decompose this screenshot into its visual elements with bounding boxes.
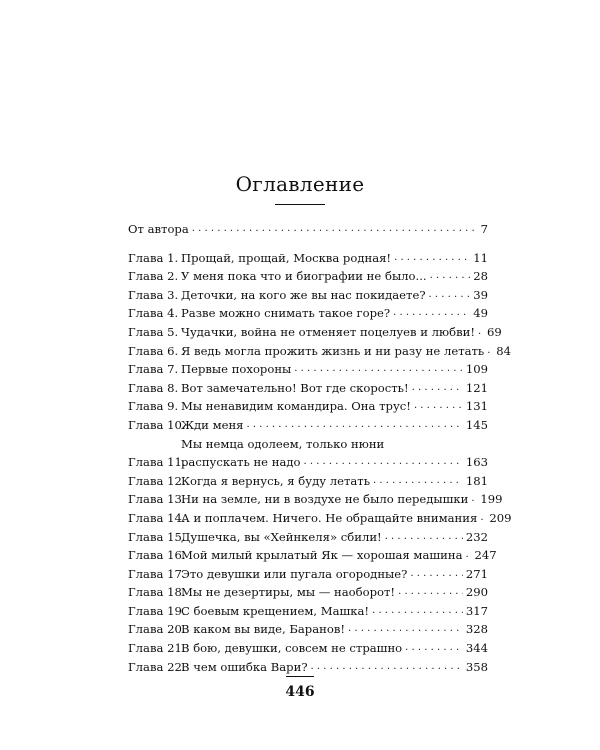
toc-entry xyxy=(128,472,488,491)
toc-entry-page: 131 xyxy=(465,399,488,414)
toc-entry-title: Прощай, прощай, Москва родная! xyxy=(181,250,392,265)
dot-leader xyxy=(478,323,484,342)
dot-leader xyxy=(394,249,470,268)
page-title: Оглавление xyxy=(235,172,365,196)
page-number: 446 xyxy=(285,684,315,700)
chapter-number: Глава 9. xyxy=(128,399,179,414)
toc-entry-title: Жди меня xyxy=(181,417,244,432)
toc-entry-title: От автора xyxy=(128,222,189,236)
toc-entry-title: Чудачки, война не отменяет поцелуев и любви! xyxy=(181,324,475,339)
toc-entry-page: 344 xyxy=(465,641,488,656)
toc-entry-title: Мы ненавидим командира. Она трус! xyxy=(181,399,411,414)
dot-leader xyxy=(311,658,463,677)
toc-entry xyxy=(128,286,488,305)
dot-leader xyxy=(398,583,463,602)
chapter-list xyxy=(128,249,512,677)
toc-entry xyxy=(128,267,488,286)
toc-entry-page: 358 xyxy=(465,659,488,674)
table-of-contents xyxy=(128,220,512,676)
toc-entry-author xyxy=(128,220,488,239)
dot-leader xyxy=(412,379,463,398)
toc-entry-title: Вот замечательно! Вот где скорость! xyxy=(181,380,409,395)
toc-entry-title-continued: распускать не надо xyxy=(181,455,301,470)
dot-leader xyxy=(373,472,463,491)
toc-entry xyxy=(128,490,503,509)
chapter-number: Глава 3. xyxy=(128,287,179,302)
toc-entry xyxy=(128,528,488,547)
toc-entry-page: 145 xyxy=(465,417,488,432)
chapter-number: Глава 17. xyxy=(128,566,186,581)
dot-leader xyxy=(410,565,463,584)
toc-entry-title: Ни на земле, ни в воздухе не было передышки xyxy=(181,492,469,507)
chapter-number: Глава 20. xyxy=(128,622,186,637)
toc-entry-title: В каком вы виде, Баранов! xyxy=(181,622,346,637)
toc-entry-page: 271 xyxy=(465,566,488,581)
toc-entry-title: Мы немца одолеем, только нюни xyxy=(181,436,385,451)
toc-entry-title: Разве можно снимать такое горе? xyxy=(181,306,391,321)
toc-entry-title: Когда я вернусь, я буду летать xyxy=(181,473,371,488)
toc-entry-page: 232 xyxy=(465,529,488,544)
toc-entry-page: 121 xyxy=(465,380,488,395)
toc-entry-title: В чем ошибка Вари? xyxy=(181,659,308,674)
dot-leader xyxy=(348,620,463,639)
chapter-number: Глава 6. xyxy=(128,343,179,358)
chapter-number: Глава 18. xyxy=(128,585,186,600)
toc-entry xyxy=(128,546,497,565)
dot-leader xyxy=(294,360,463,379)
dot-leader xyxy=(487,342,493,361)
chapter-number: Глава 8. xyxy=(128,380,179,395)
chapter-number: Глава 15. xyxy=(128,529,186,544)
chapter-number: Глава 5. xyxy=(128,324,179,339)
toc-entry-page: 69 xyxy=(487,324,502,339)
toc-entry xyxy=(128,565,488,584)
toc-entry xyxy=(128,416,488,435)
toc-entry-page: 317 xyxy=(465,603,488,618)
dot-leader xyxy=(471,490,477,509)
dot-leader xyxy=(247,416,463,435)
toc-entry-page: 181 xyxy=(465,473,488,488)
toc-entry xyxy=(128,602,488,621)
toc-entry-title: Я ведь могла прожить жизнь и ни разу не летать xyxy=(181,343,485,358)
toc-entry-title: С боевым крещением, Машка! xyxy=(181,603,370,618)
chapter-number: Глава 11. xyxy=(128,455,186,470)
chapter-number: Глава 7. xyxy=(128,362,179,377)
toc-entry-title: Мой милый крылатый Як — хорошая машина xyxy=(181,548,463,563)
toc-entry xyxy=(128,360,488,379)
title-underline xyxy=(275,204,325,205)
toc-entry-page: 28 xyxy=(473,269,488,284)
dot-leader xyxy=(429,286,471,305)
toc-entry xyxy=(128,379,488,398)
chapter-number: Глава 21. xyxy=(128,641,186,656)
toc-entry-title: Это девушки или пугала огородные? xyxy=(181,566,408,581)
toc-entry xyxy=(128,435,488,472)
toc-entry xyxy=(128,304,488,323)
dot-leader xyxy=(303,453,462,472)
folio-rule xyxy=(286,676,314,677)
toc-entry-title: Мы не дезертиры, мы — наоборот! xyxy=(181,585,396,600)
toc-entry-page: 247 xyxy=(474,548,497,563)
dot-leader xyxy=(385,528,463,547)
chapter-number: Глава 14. xyxy=(128,510,186,525)
dot-leader xyxy=(480,509,486,528)
toc-entry xyxy=(128,509,512,528)
toc-entry xyxy=(128,323,502,342)
chapter-number: Глава 13. xyxy=(128,492,186,507)
dot-leader xyxy=(430,267,471,286)
chapter-number: Глава 4. xyxy=(128,306,179,321)
chapter-number: Глава 1. xyxy=(128,250,179,265)
dot-leader xyxy=(372,602,463,621)
chapter-number: Глава 22. xyxy=(128,659,186,674)
toc-entry xyxy=(128,342,512,361)
dot-leader xyxy=(393,304,470,323)
toc-entry-page: 11 xyxy=(473,250,488,265)
toc-entry-page: 290 xyxy=(465,585,488,600)
toc-entry xyxy=(128,639,488,658)
toc-entry xyxy=(128,658,488,677)
toc-entry-title: Деточки, на кого же вы нас покидаете? xyxy=(181,287,426,302)
toc-entry-page: 199 xyxy=(480,492,503,507)
toc-entry-page: 209 xyxy=(489,510,512,525)
dot-leader xyxy=(192,220,478,239)
toc-entry xyxy=(128,249,488,268)
toc-entry-title: Первые похороны xyxy=(181,362,292,377)
chapter-number: Глава 16. xyxy=(128,548,186,563)
chapter-number: Глава 2. xyxy=(128,269,179,284)
chapter-number: Глава 10. xyxy=(128,417,186,432)
toc-entry-page: 39 xyxy=(473,287,488,302)
toc-entry-page: 109 xyxy=(465,362,488,377)
toc-entry-page: 163 xyxy=(465,455,488,470)
toc-entry xyxy=(128,583,488,602)
toc-entry xyxy=(128,397,488,416)
toc-entry-title: У меня пока что и биографии не было... xyxy=(181,269,427,284)
toc-entry-title: А и поплачем. Ничего. Не обращайте внимания xyxy=(181,510,478,525)
toc-entry xyxy=(128,620,488,639)
toc-entry-title: В бою, девушки, совсем не страшно xyxy=(181,641,403,656)
toc-entry-page: 84 xyxy=(496,343,512,358)
dot-leader xyxy=(405,639,463,658)
dot-leader xyxy=(414,397,463,416)
dot-leader xyxy=(466,546,472,565)
toc-entry-page: 328 xyxy=(465,622,488,637)
toc-entry-title: Душечка, вы «Хейнкеля» сбили! xyxy=(181,529,382,544)
chapter-number: Глава 12. xyxy=(128,473,186,488)
toc-entry-page: 7 xyxy=(480,222,488,236)
chapter-number: Глава 19. xyxy=(128,603,186,618)
toc-entry-page: 49 xyxy=(473,306,488,321)
